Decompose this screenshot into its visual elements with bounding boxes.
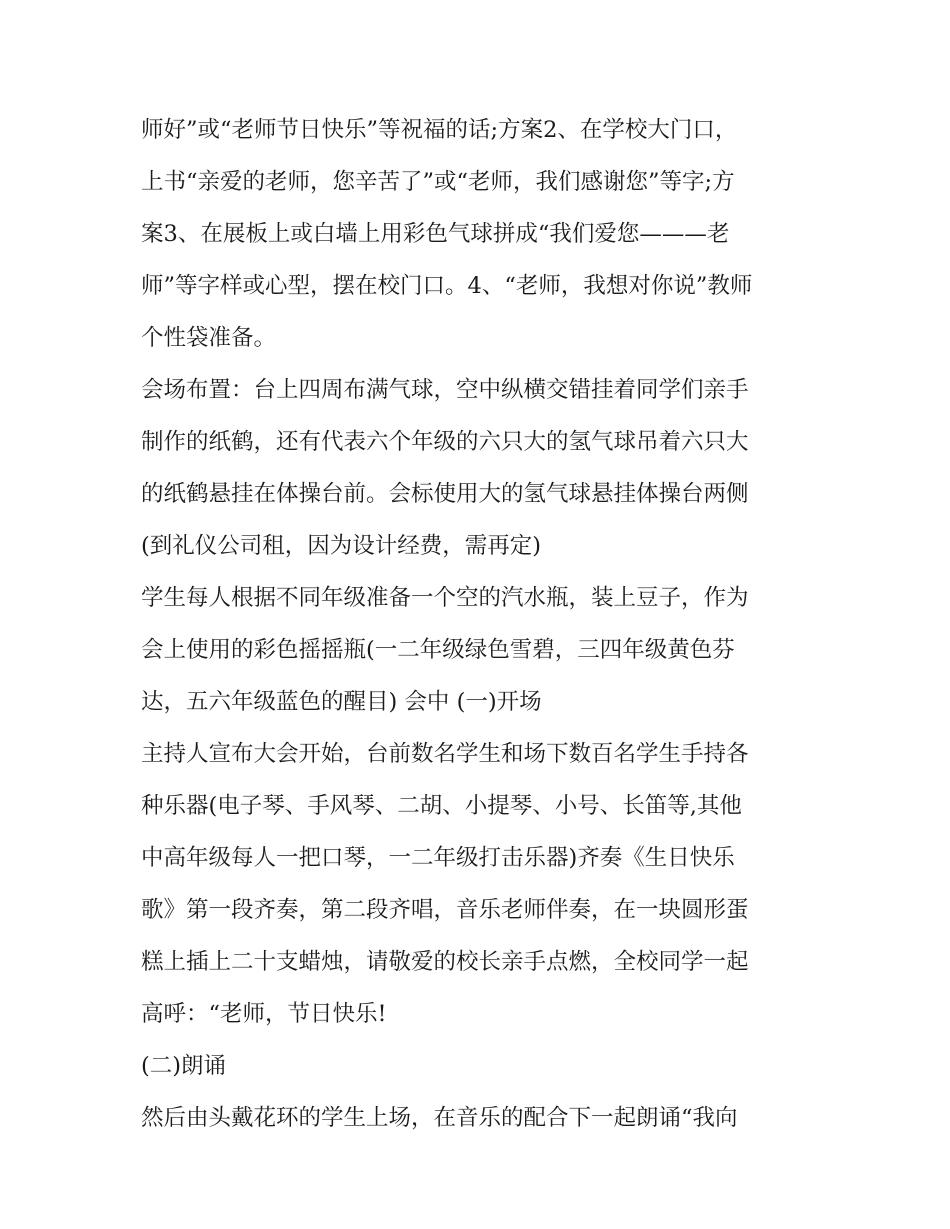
text-line-5: 个性袋准备。 xyxy=(141,325,277,351)
text-line-20: 然后由头戴花环的学生上场，在音乐的配合下一起朗诵“我向 xyxy=(141,1105,738,1131)
text-line-2: 上书“亲爱的老师，您辛苦了”或“老师，我们感谢您”等字;方 xyxy=(141,169,735,195)
text-line-13: 主持人宣布大会开始，台前数名学生和场下数百名学生手持各 xyxy=(141,741,749,767)
text-line-15: 中高年级每人一把口琴，一二年级打击乐器)齐奏《生日快乐 xyxy=(141,845,735,871)
text-line-11: 会上使用的彩色摇摇瓶(一二年级绿色雪碧，三四年级黄色芬 xyxy=(141,637,735,663)
text-line-1: 师好”或“老师节日快乐”等祝福的话;方案2、在学校大门口， xyxy=(141,117,738,143)
text-line-3: 案3、在展板上或白墙上用彩色气球拼成“我们爱您———老 xyxy=(141,221,730,247)
text-line-10: 学生每人根据不同年级准备一个空的汽水瓶，装上豆子，作为 xyxy=(141,585,749,611)
text-line-6: 会场布置：台上四周布满气球，空中纵横交错挂着同学们亲手 xyxy=(141,377,749,403)
text-line-16: 歌》第一段齐奏，第二段齐唱，音乐老师伴奏，在一块圆形蛋 xyxy=(141,897,749,923)
text-line-12: 达，五六年级蓝色的醒目) 会中 (一)开场 xyxy=(141,689,542,715)
text-line-9: (到礼仪公司租，因为设计经费，需再定) xyxy=(141,533,542,559)
text-line-19: (二)朗诵 xyxy=(141,1053,227,1079)
text-line-4: 师”等字样或心型，摆在校门口。4、“老师，我想对你说”教师 xyxy=(141,273,753,299)
text-line-7: 制作的纸鹤，还有代表六个年级的六只大的氢气球吊着六只大 xyxy=(141,429,749,455)
text-line-18: 高呼：“老师，节日快乐! xyxy=(141,1001,387,1027)
text-line-14: 种乐器(电子琴、手风琴、二胡、小提琴、小号、长笛等,其他 xyxy=(141,793,742,819)
text-line-17: 糕上插上二十支蜡烛，请敬爱的校长亲手点燃，全校同学一起 xyxy=(141,949,749,975)
document-body xyxy=(141,104,821,1144)
text-line-8: 的纸鹤悬挂在体操台前。会标使用大的氢气球悬挂体操台两侧 xyxy=(141,481,749,507)
